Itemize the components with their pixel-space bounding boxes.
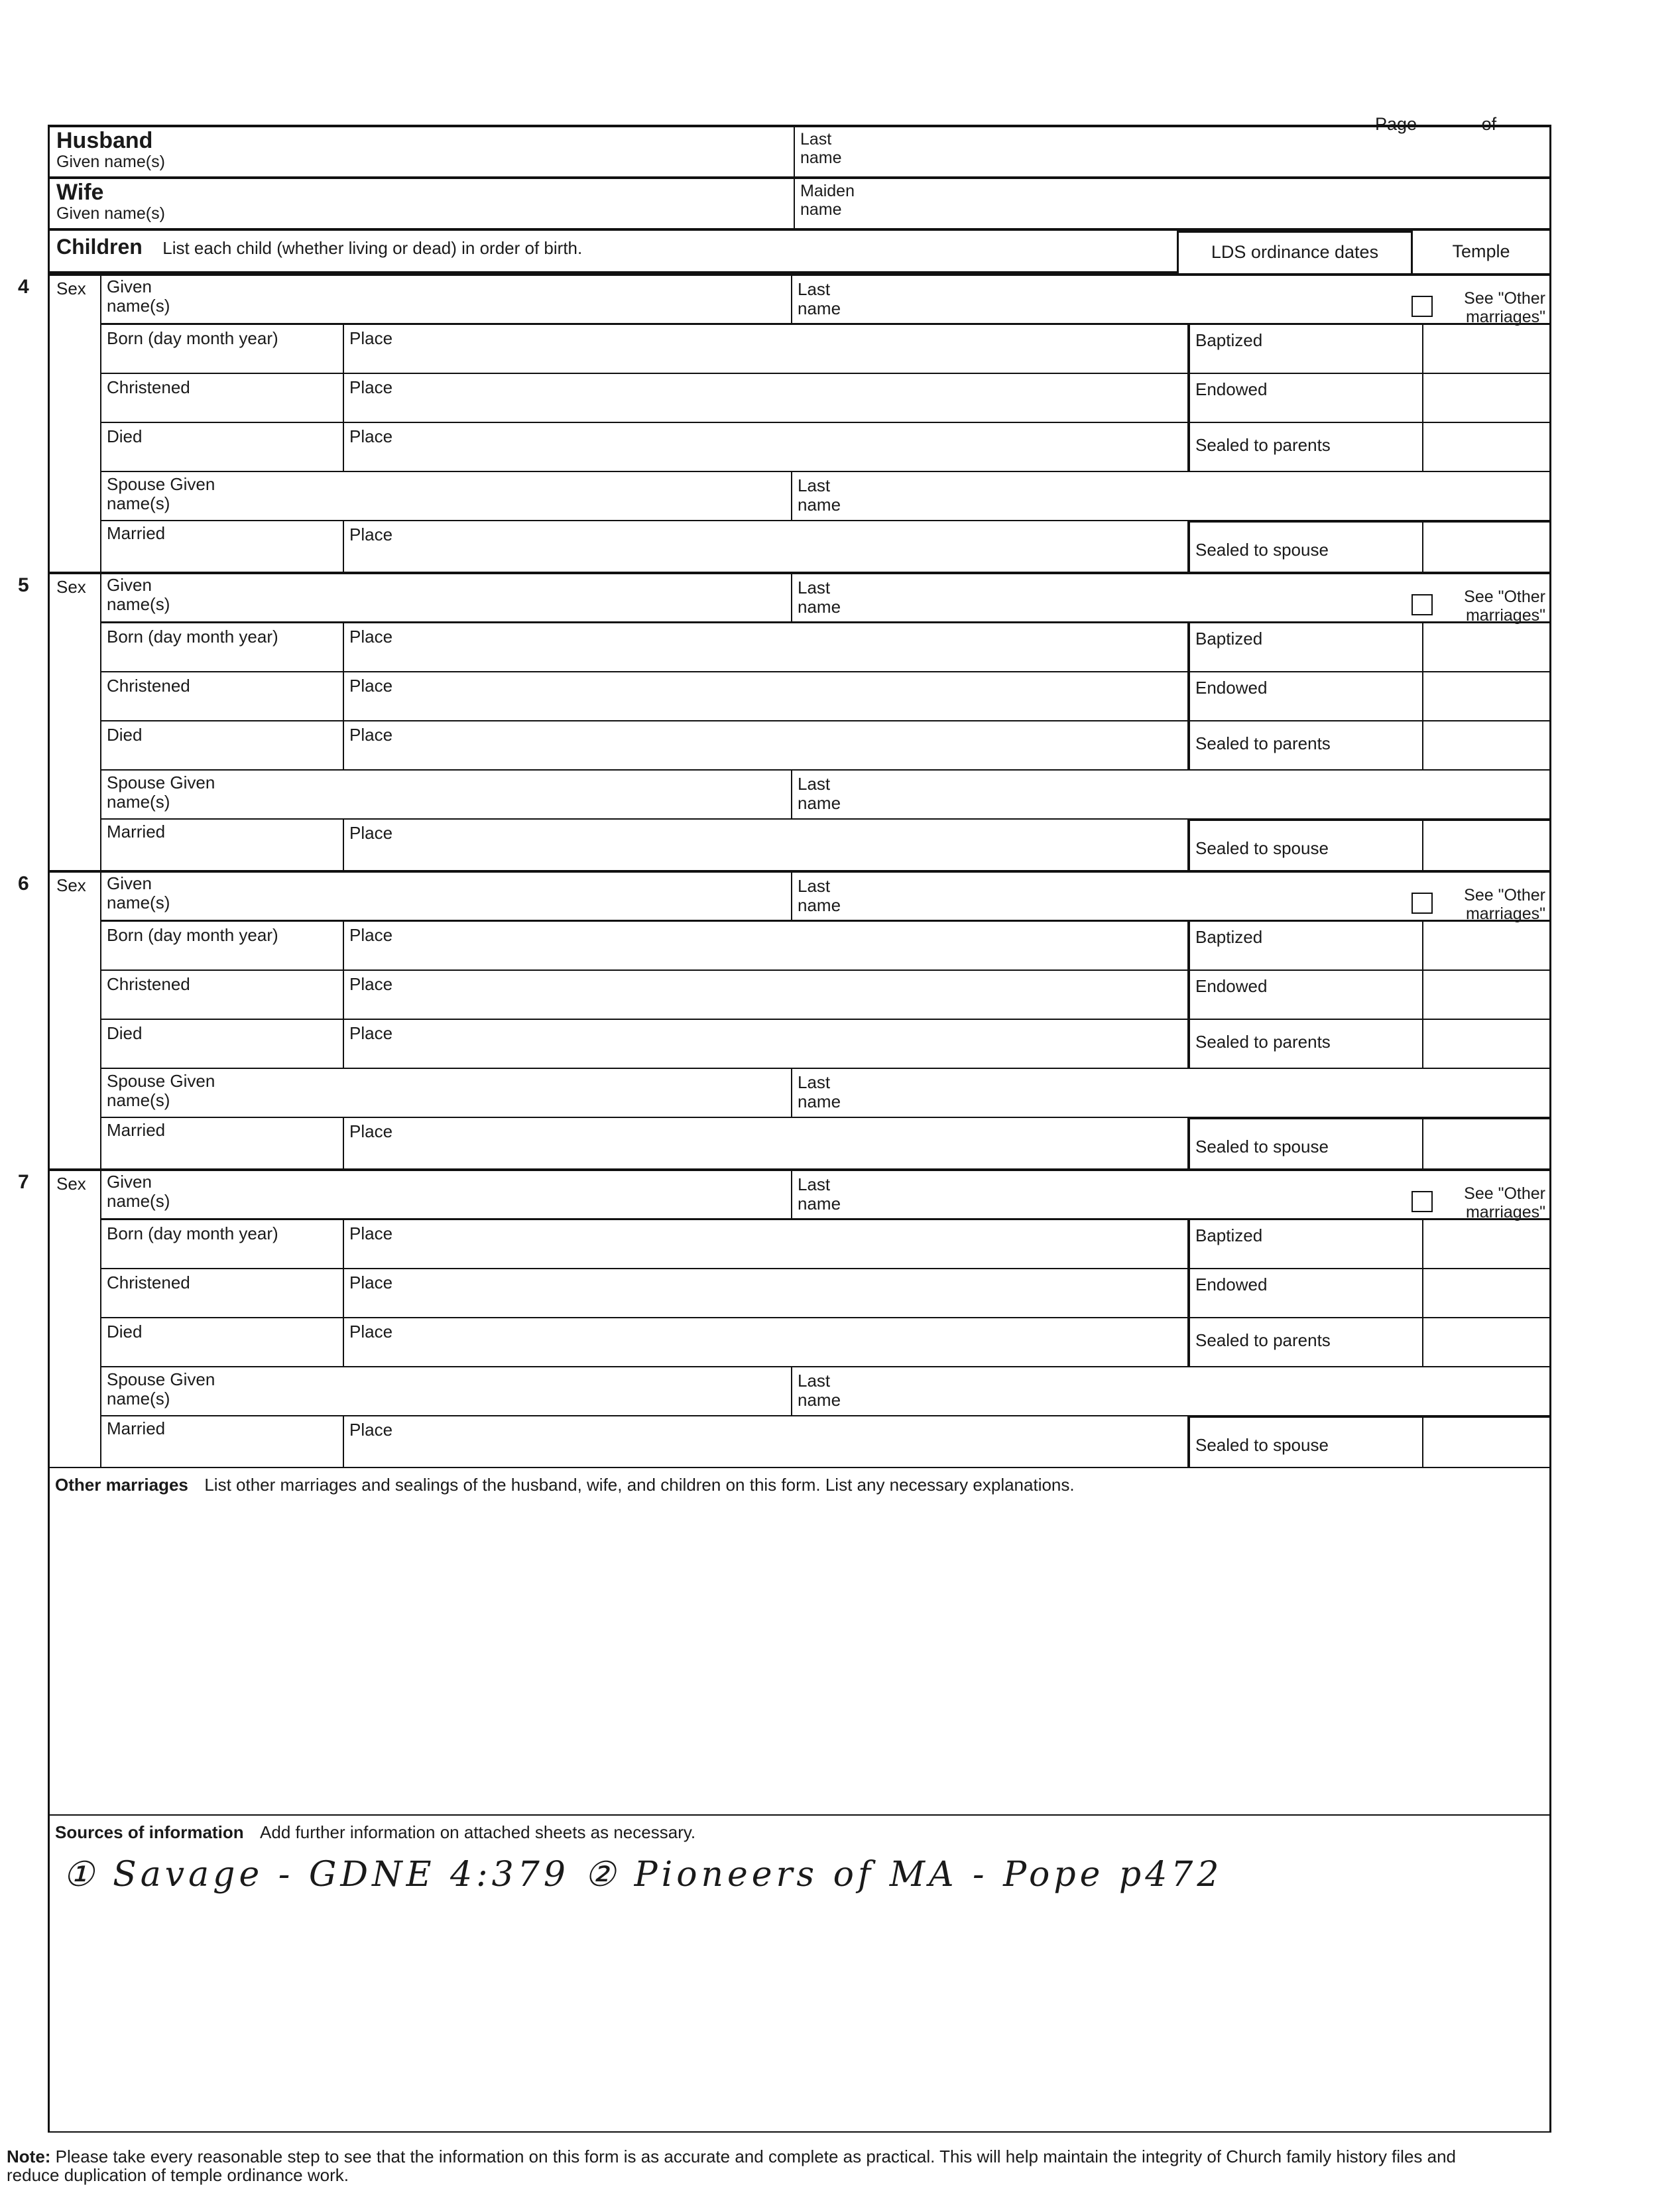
married-label: Married: [107, 822, 166, 842]
place-label: Place: [349, 426, 393, 446]
sex-label: Sex: [56, 875, 86, 895]
ordinance-column: [1187, 623, 1549, 771]
spouse-last-label: Last name: [798, 1371, 841, 1410]
christened-row[interactable]: [101, 672, 1187, 721]
husband-given-label: Given name(s): [56, 153, 165, 171]
wife-maiden-label: Maiden name: [800, 182, 855, 219]
sources-title: Sources of information: [55, 1822, 244, 1842]
spouse-last-label: Last name: [798, 774, 841, 813]
see-other-label: See "Other marriages": [1464, 886, 1545, 923]
sealed-spouse-label: Sealed to spouse: [1195, 540, 1329, 560]
place-label: Place: [349, 1322, 393, 1342]
sealed-spouse-cell[interactable]: [1190, 523, 1549, 572]
place-divider: [343, 721, 344, 769]
place-label: Place: [349, 925, 393, 945]
sealed-parents-cell[interactable]: [1190, 423, 1549, 472]
sealed-spouse-column: [1187, 1416, 1549, 1467]
ordinance-column: [1187, 325, 1549, 472]
last-label: Last name: [798, 279, 841, 318]
endowed-label: Endowed: [1195, 379, 1268, 399]
sex-field[interactable]: [50, 1171, 101, 1467]
spouse-given-label: Spouse Given name(s): [107, 1071, 215, 1110]
sealed-parents-cell[interactable]: [1190, 721, 1549, 771]
child-name-row: [101, 1171, 1549, 1220]
place-label: Place: [349, 1420, 393, 1440]
baptized-label: Baptized: [1195, 330, 1263, 350]
place-label: Place: [349, 328, 393, 348]
child-block: [18, 273, 1549, 572]
sealed-parents-label: Sealed to parents: [1195, 435, 1331, 455]
sealed-parents-cell[interactable]: [1190, 1020, 1549, 1069]
children-instruction: List each child (whether living or dead) in order of birth.: [162, 238, 583, 258]
last-label: Last name: [798, 1174, 841, 1214]
sex-label: Sex: [56, 1174, 86, 1194]
place-label: Place: [349, 1223, 393, 1243]
place-label: Place: [349, 823, 393, 843]
born-row[interactable]: [101, 623, 1187, 672]
see-other-label: See "Other marriages": [1464, 289, 1545, 326]
place-divider: [343, 1118, 344, 1168]
married-row[interactable]: [101, 521, 1187, 572]
children-header: [50, 228, 1549, 273]
sealed-spouse-cell[interactable]: [1190, 1119, 1549, 1168]
place-label: Place: [349, 1023, 393, 1043]
baptized-label: Baptized: [1195, 629, 1263, 649]
endowed-cell[interactable]: [1190, 672, 1549, 721]
christened-row[interactable]: [101, 1269, 1187, 1318]
child-name-row: [101, 873, 1549, 922]
see-other-checkbox[interactable]: [1411, 594, 1433, 615]
christened-row[interactable]: [101, 374, 1187, 423]
sealed-spouse-column: [1187, 521, 1549, 572]
baptized-label: Baptized: [1195, 927, 1263, 947]
given-label: Given name(s): [107, 575, 170, 614]
wife-given-label: Given name(s): [56, 204, 165, 223]
name-divider: [791, 771, 792, 818]
place-label: Place: [349, 525, 393, 544]
footer-note: [7, 2147, 1492, 2184]
spouse-last-label: Last name: [798, 1072, 841, 1111]
died-row[interactable]: [101, 1318, 1187, 1367]
see-other-label: See "Other marriages": [1464, 588, 1545, 625]
married-row[interactable]: [101, 1416, 1187, 1467]
christened-row[interactable]: [101, 971, 1187, 1020]
baptized-cell[interactable]: [1190, 623, 1549, 672]
died-label: Died: [107, 725, 143, 745]
place-label: Place: [349, 725, 393, 745]
spouse-given-label: Spouse Given name(s): [107, 1369, 215, 1408]
other-marriages-instruction: List other marriages and sealings of the husband, wife, and children on this form. List any necessary explanations.: [204, 1475, 1075, 1495]
husband-row: [50, 125, 1549, 176]
child-number: 7: [18, 1171, 29, 1193]
note-text: Please take every reasonable step to see that the information on this form is as accurate and complete as practical. This will help maintain the integrity of Church family history files and reduce duplication of temple ordinance work.: [7, 2147, 1457, 2185]
name-divider: [791, 1069, 792, 1117]
sex-field[interactable]: [50, 873, 101, 1168]
sex-field[interactable]: [50, 574, 101, 870]
page-label: Page: [1375, 114, 1417, 134]
husband-given-field[interactable]: [50, 127, 795, 176]
christened-label: Christened: [107, 1273, 190, 1292]
other-marriages-section[interactable]: [50, 1467, 1549, 1814]
place-label: Place: [349, 377, 393, 397]
spouse-row[interactable]: [101, 1069, 1549, 1118]
endowed-label: Endowed: [1195, 976, 1268, 996]
sealed-spouse-cell[interactable]: [1190, 821, 1549, 870]
sealed-parents-label: Sealed to parents: [1195, 1032, 1331, 1052]
ordinance-column: [1187, 922, 1549, 1069]
baptized-cell[interactable]: [1190, 1220, 1549, 1269]
sealed-parents-cell[interactable]: [1190, 1318, 1549, 1367]
place-divider: [343, 423, 344, 471]
place-divider: [343, 820, 344, 870]
sources-instruction: Add further information on attached sheets as necessary.: [260, 1822, 696, 1842]
endowed-cell[interactable]: [1190, 374, 1549, 423]
place-divider: [343, 325, 344, 373]
spouse-row[interactable]: [101, 472, 1549, 521]
name-divider: [791, 1171, 792, 1218]
died-row[interactable]: [101, 423, 1187, 472]
sealed-parents-label: Sealed to parents: [1195, 733, 1331, 753]
died-row[interactable]: [101, 721, 1187, 771]
place-divider: [343, 521, 344, 572]
place-divider: [343, 1416, 344, 1467]
spouse-row[interactable]: [101, 1367, 1549, 1416]
child-number: 4: [18, 276, 29, 298]
see-other-checkbox[interactable]: [1411, 296, 1433, 317]
place-divider: [343, 1020, 344, 1068]
place-label: Place: [349, 1121, 393, 1141]
last-label: Last name: [798, 876, 841, 915]
name-divider: [791, 873, 792, 920]
child-name-row: [101, 574, 1549, 623]
born-row[interactable]: [101, 922, 1187, 971]
children-title-cell: [50, 231, 1177, 273]
born-label: Born (day month year): [107, 925, 278, 945]
sealed-spouse-column: [1187, 820, 1549, 870]
sealed-spouse-cell[interactable]: [1190, 1418, 1549, 1467]
last-label: Last name: [798, 578, 841, 617]
place-divider: [343, 672, 344, 720]
baptized-label: Baptized: [1195, 1225, 1263, 1245]
spouse-given-label: Spouse Given name(s): [107, 474, 215, 513]
note-label: Note:: [7, 2147, 51, 2166]
other-marriages-title: Other marriages: [55, 1475, 188, 1495]
place-divider: [343, 1269, 344, 1317]
born-label: Born (day month year): [107, 627, 278, 647]
sealed-spouse-label: Sealed to spouse: [1195, 1137, 1329, 1156]
married-row[interactable]: [101, 820, 1187, 870]
see-other-checkbox[interactable]: [1411, 893, 1433, 914]
sealed-spouse-label: Sealed to spouse: [1195, 1435, 1329, 1455]
sex-label: Sex: [56, 577, 86, 597]
given-label: Given name(s): [107, 873, 170, 912]
wife-maiden-field[interactable]: [795, 179, 1549, 228]
child-number: 5: [18, 574, 29, 596]
name-divider: [791, 472, 792, 520]
sex-label: Sex: [56, 279, 86, 298]
born-row[interactable]: [101, 1220, 1187, 1269]
husband-last-field[interactable]: [795, 127, 1549, 176]
see-other-checkbox[interactable]: [1411, 1191, 1433, 1212]
endowed-cell[interactable]: [1190, 971, 1549, 1020]
wife-row: [50, 176, 1549, 228]
child-block: [18, 1168, 1549, 1467]
husband-title: Husband: [56, 128, 153, 153]
born-label: Born (day month year): [107, 1223, 278, 1243]
endowed-label: Endowed: [1195, 678, 1268, 698]
family-group-form: [18, 125, 1551, 2133]
christened-label: Christened: [107, 377, 190, 397]
place-label: Place: [349, 627, 393, 647]
child-number: 6: [18, 873, 29, 895]
given-label: Given name(s): [107, 1172, 170, 1211]
place-divider: [343, 1318, 344, 1366]
given-label: Given name(s): [107, 277, 170, 316]
place-label: Place: [349, 974, 393, 994]
married-row[interactable]: [101, 1118, 1187, 1168]
child-name-row: [101, 276, 1549, 325]
died-row[interactable]: [101, 1020, 1187, 1069]
endowed-cell[interactable]: [1190, 1269, 1549, 1318]
spouse-given-label: Spouse Given name(s): [107, 773, 215, 812]
spouse-last-label: Last name: [798, 475, 841, 515]
lds-ordinance-header: LDS ordinance dates: [1177, 231, 1413, 273]
name-divider: [791, 1367, 792, 1415]
place-divider: [343, 971, 344, 1019]
place-divider: [343, 922, 344, 969]
sources-handwritten-entry: ① Savage - GDNE 4:379 ② Pioneers of MA - Pope p472: [63, 1855, 1223, 1895]
husband-last-label: Last name: [800, 130, 842, 167]
wife-given-field[interactable]: [50, 179, 795, 228]
endowed-label: Endowed: [1195, 1275, 1268, 1294]
name-divider: [791, 276, 792, 323]
married-label: Married: [107, 1418, 166, 1438]
sex-field[interactable]: [50, 276, 101, 572]
born-row[interactable]: [101, 325, 1187, 374]
spouse-row[interactable]: [101, 771, 1549, 820]
place-label: Place: [349, 676, 393, 696]
child-block: [18, 572, 1549, 870]
ordinance-column: [1187, 1220, 1549, 1367]
place-divider: [343, 1220, 344, 1268]
sealed-spouse-label: Sealed to spouse: [1195, 838, 1329, 858]
died-label: Died: [107, 426, 143, 446]
wife-title: Wife: [56, 180, 104, 205]
sealed-parents-label: Sealed to parents: [1195, 1330, 1331, 1350]
temple-header: Temple: [1452, 241, 1510, 261]
baptized-cell[interactable]: [1190, 922, 1549, 971]
married-label: Married: [107, 1120, 166, 1140]
christened-label: Christened: [107, 676, 190, 696]
christened-label: Christened: [107, 974, 190, 994]
place-divider: [343, 374, 344, 422]
sealed-spouse-column: [1187, 1118, 1549, 1168]
died-label: Died: [107, 1023, 143, 1043]
see-other-label: See "Other marriages": [1464, 1184, 1545, 1221]
place-divider: [343, 623, 344, 671]
of-label: of: [1481, 114, 1497, 134]
place-label: Place: [349, 1273, 393, 1292]
baptized-cell[interactable]: [1190, 325, 1549, 374]
born-label: Born (day month year): [107, 328, 278, 348]
name-divider: [791, 574, 792, 621]
married-label: Married: [107, 523, 166, 543]
sources-section[interactable]: [50, 1814, 1549, 2133]
children-list: [18, 273, 1549, 1467]
children-title: Children: [56, 235, 143, 259]
died-label: Died: [107, 1322, 143, 1342]
child-block: [18, 870, 1549, 1168]
